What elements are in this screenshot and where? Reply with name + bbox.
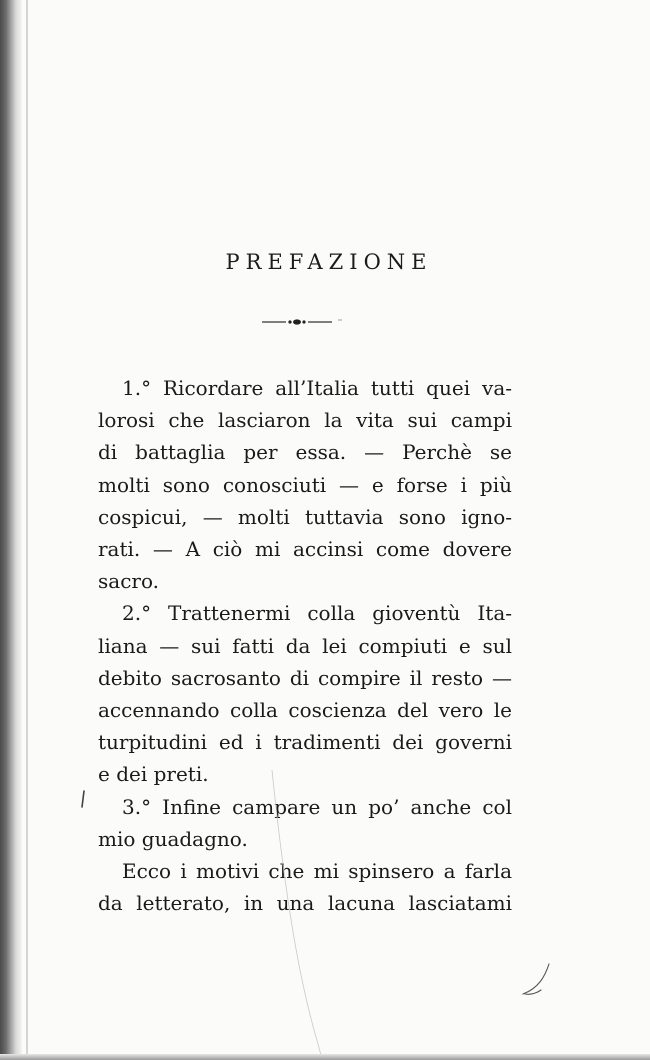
- page-title: PREFAZIONE: [225, 250, 433, 274]
- paper-crease: [270, 770, 330, 1060]
- text-line: debito sacrosanto di compire il resto —: [98, 665, 512, 690]
- text-line: liana — sui fatti da lei compiuti e sul: [98, 633, 512, 658]
- text-line: accennando colla coscienza del vero le: [98, 698, 512, 723]
- book-spine-shadow: [0, 0, 22, 1060]
- gutter-line: [26, 0, 28, 1060]
- margin-mark-icon: [80, 789, 86, 809]
- pencil-scribble-icon: [515, 962, 565, 1002]
- text-line: cospicui, — molti tuttavia sono igno-: [98, 504, 512, 529]
- text-line: e dei preti.: [98, 762, 209, 787]
- text-line: 2.° Trattenermi colla gioventù Ita-: [122, 601, 512, 626]
- text-line: sacro.: [98, 569, 159, 594]
- ornament-divider-icon: [262, 312, 342, 332]
- text-line: 1.° Ricordare all’Italia tutti quei va-: [122, 376, 512, 400]
- text-line: da letterato, in una lacuna lasciatami: [98, 891, 512, 916]
- text-line: lorosi che lasciaron la vita sui campi: [98, 408, 512, 433]
- text-line: rati. — A ciò mi accinsi come dovere: [98, 537, 512, 562]
- text-line: Ecco i motivi che mi spinsero a farla: [122, 859, 512, 884]
- text-line: molti sono conosciuti — e forse i più: [98, 472, 512, 497]
- text-line: di battaglia per essa. — Perchè se: [98, 440, 512, 465]
- text-line: 3.° Infine campare un po’ anche col: [122, 794, 512, 819]
- page-bottom-edge: [0, 1054, 650, 1060]
- text-line: turpitudini ed i tradimenti dei governi: [98, 730, 512, 755]
- text-line: mio guadagno.: [98, 826, 248, 851]
